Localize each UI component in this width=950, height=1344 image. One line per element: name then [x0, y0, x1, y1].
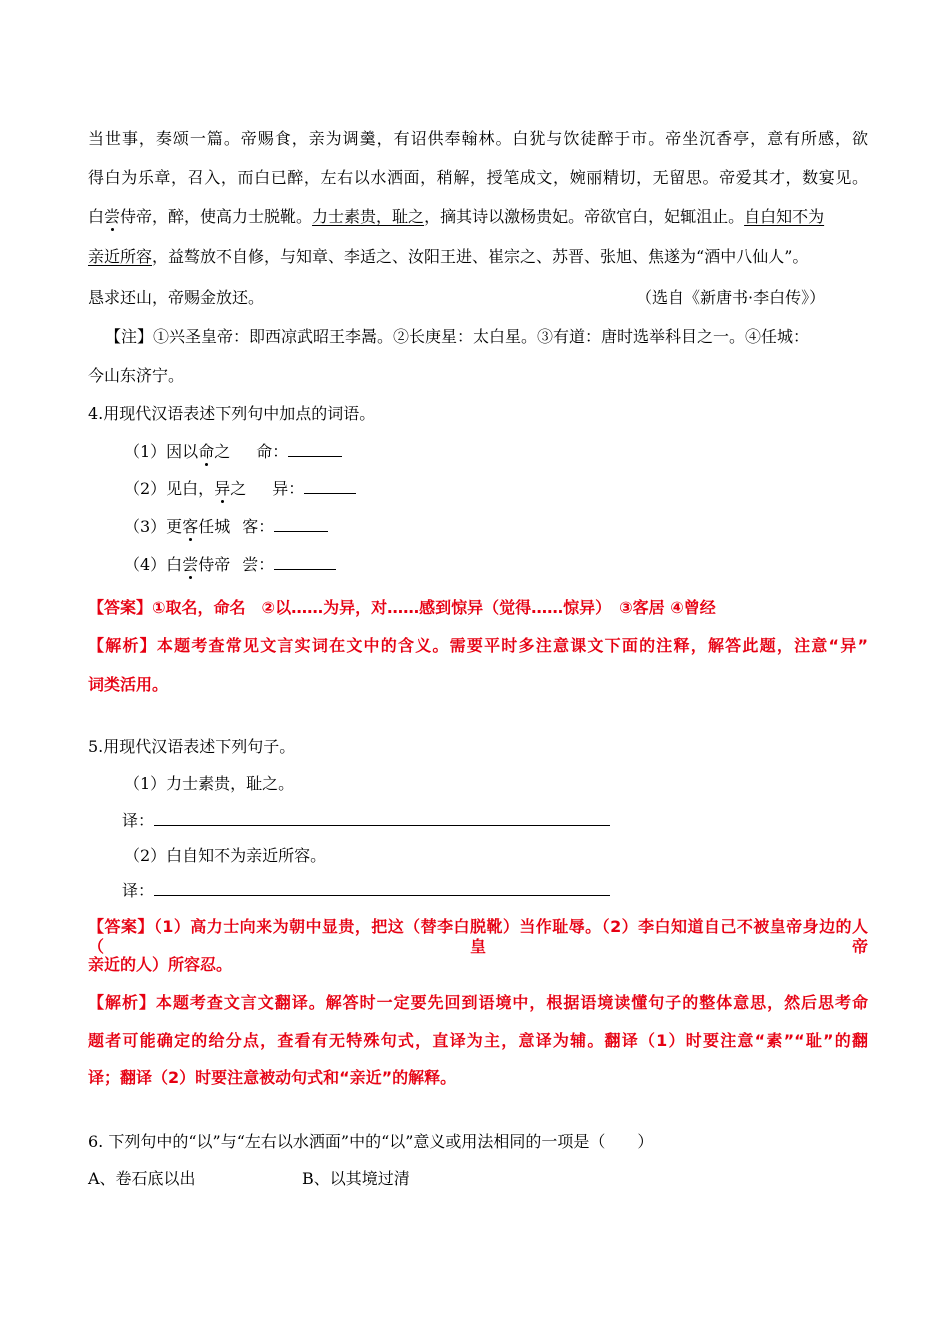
q4-item-1: （1）因以命之 命：: [124, 441, 824, 462]
passage-source: （选自《新唐书·李白传》）: [636, 288, 826, 307]
passage-line-3: 白尝侍帝，醉，使高力士脱靴。力士素贵，耻之，摘其诗以激杨贵妃。帝欲官白，妃辄沮止。自白知不为: [88, 207, 825, 226]
dotted-word: 尝: [182, 555, 199, 574]
answer-blank[interactable]: [274, 554, 336, 570]
q4-analysis-line-2: 词类活用。: [88, 675, 169, 694]
q6-title: 6. 下列句中的“以”与“左右以水洒面”中的“以”意义或用法相同的一项是（ ）: [88, 1132, 654, 1151]
q5-analysis-line-3: 译；翻译（2）时要注意被动句式和“亲近”的解释。: [88, 1068, 457, 1087]
q5-analysis-line-2: 题者可能确定的给分点，查看有无特殊句式，直译为主，意译为辅。翻译（1）时要注意“素”“耻”的翻: [88, 1031, 868, 1050]
passage-line-2: 得白为乐章，召入，而白已醉，左右以水洒面，稍解，授笔成文，婉丽精切，无留思。帝爱其才，数宴见。: [88, 168, 868, 187]
passage-line-1: 当世事，奏颂一篇。帝赐食，亲为调羹，有诏供奉翰林。白犹与饮徒醉于市。帝坐沉香亭，意有所感，欲: [88, 129, 868, 148]
q5-translation-2: 译：: [122, 880, 622, 901]
note-line-2: 今山东济宁。: [88, 366, 185, 385]
answer-blank[interactable]: [274, 516, 328, 532]
answer-blank[interactable]: [304, 478, 356, 494]
underlined-sentence-2b: 亲近所容: [88, 247, 153, 266]
underlined-sentence-2a: 自白知不为: [744, 207, 825, 226]
passage-line-5: 恳求还山，帝赐金放还。: [88, 288, 265, 307]
underlined-sentence-1: 力士素贵，耻之: [312, 207, 425, 226]
q5-answer-line-1: 【答案】（1）高力士向来为朝中显贵，把这（替李白脱靴）当作耻辱。（2）李白知道自己不被皇帝身边的人（皇帝: [88, 917, 868, 956]
q4-answer: 【答案】①取名，命名 ②以……为异，对……感到惊异（觉得……惊异） ③客居 ④曾经: [88, 598, 716, 617]
translation-blank[interactable]: [154, 880, 610, 896]
dotted-word: 尝: [104, 207, 121, 226]
q5-translation-1: 译：: [122, 810, 622, 831]
answer-blank[interactable]: [288, 441, 342, 457]
dotted-word: 客: [182, 517, 199, 536]
q4-item-2: （2）见白，异之 异：: [124, 478, 824, 499]
q4-item-4: （4）白尝侍帝 尝：: [124, 554, 824, 575]
q5-sentence-1: （1）力士素贵，耻之。: [124, 774, 295, 793]
q4-analysis-line-1: 【解析】本题考查常见文言实词在文中的含义。需要平时多注意课文下面的注释，解答此题，注意“异”: [88, 636, 868, 655]
dotted-word: 异: [214, 479, 231, 498]
passage-line-4: 亲近所容，益骜放不自修，与知章、李适之、汝阳王进、崔宗之、苏晋、张旭、焦遂为“酒中八仙人”。: [88, 247, 809, 266]
q5-answer-line-2: 亲近的人）所容忍。: [88, 955, 233, 974]
q6-option-a[interactable]: A、卷石底以出: [88, 1169, 196, 1188]
q4-title: 4.用现代汉语表述下列句中加点的词语。: [88, 404, 376, 423]
q4-item-3: （3）更客任城 客：: [124, 516, 824, 537]
q5-analysis-line-1: 【解析】本题考查文言文翻译。解答时一定要先回到语境中，根据语境读懂句子的整体意思，然后思考命: [88, 993, 868, 1012]
translation-blank[interactable]: [154, 810, 610, 826]
q5-title: 5.用现代汉语表述下列句子。: [88, 737, 296, 756]
q5-sentence-2: （2）白自知不为亲近所容。: [124, 846, 327, 865]
dotted-word: 命: [198, 442, 215, 461]
note-line-1: 【注】①兴圣皇帝：即西凉武昭王李暠。②长庚星：太白星。③有道：唐时选举科目之一。④任城：: [105, 327, 810, 346]
q6-option-b[interactable]: B、以其境过清: [302, 1169, 410, 1188]
